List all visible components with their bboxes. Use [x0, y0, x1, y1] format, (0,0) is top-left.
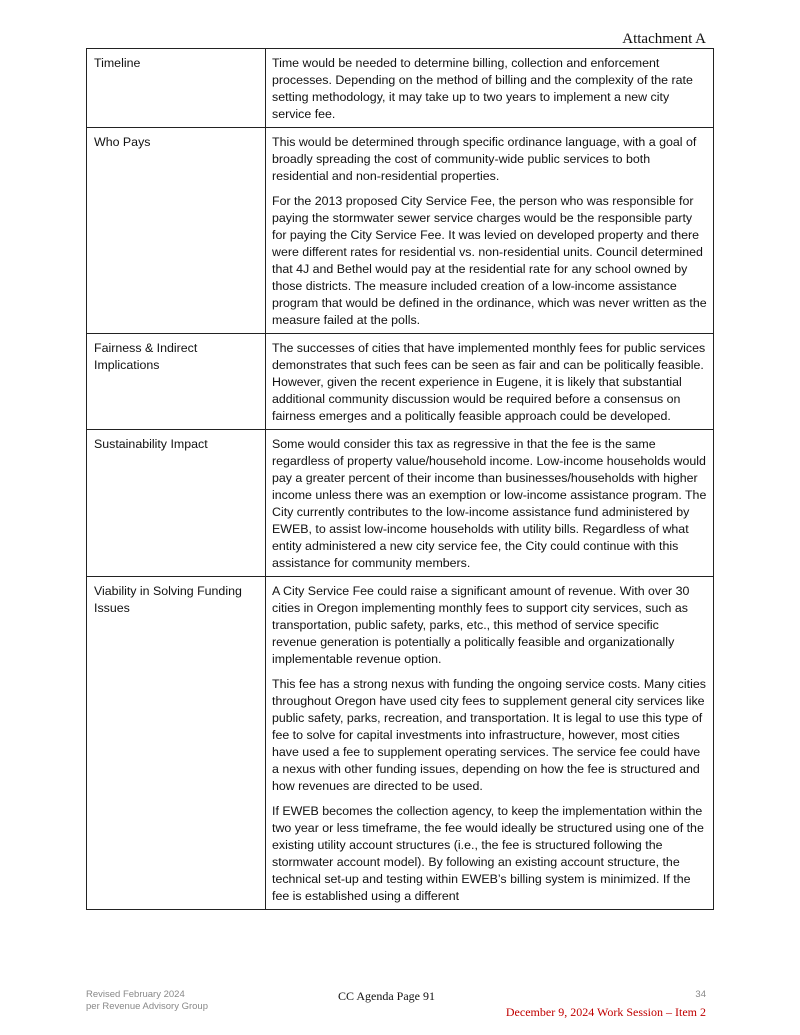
row-paragraph: This would be determined through specific ordinance language, with a goal of broadly spreading the cost of community-wide public services to both residential and non-residential properties. — [272, 135, 697, 183]
page-number: 34 — [695, 989, 706, 1000]
row-label: Sustainability Impact — [87, 430, 266, 577]
row-label: Viability in Solving Funding Issues — [87, 577, 266, 910]
table-row — [87, 577, 714, 910]
row-paragraph: A City Service Fee could raise a significant amount of revenue. With over 30 cities in Oregon implementing monthly fees to support city services, such as transportation, public safety, parks, etc., this method of service specific revenue generation is potentially a politically feasible and organizationally implementable revenue option. — [272, 584, 690, 666]
row-content — [266, 577, 714, 910]
row-paragraph: For the 2013 proposed City Service Fee, the person who was responsible for paying the stormwater sewer service charges would be the responsible party for paying the City Service Fee. It was levied on developed property and there were different rates for residential vs. non-residential units. Council determined that 4J and Bethel would pay at the residential rate for any school owned by those districts. The measure included creation of a low-income assistance program that would be defined in the ordinance, which was never written as the measure failed at the polls. — [272, 194, 707, 327]
revision-note — [86, 989, 208, 1013]
row-paragraph: This fee has a strong nexus with funding the ongoing service costs. Many cities throughout Oregon have used city fees to supplement general city services like public safety, parks, recreation, and transportation. It is legal to use this type of fee to solve for capital investments into infrastructure, however, most cities have used a fee to supplement operating services. The service fee could have a nexus with other funding issues, depending on how the fee is structured and how revenues are directed to be used. — [272, 677, 706, 793]
agenda-page: CC Agenda Page 91 — [338, 989, 435, 1003]
work-session-label: December 9, 2024 Work Session – Item 2 — [505, 1005, 706, 1019]
row-content — [266, 49, 714, 128]
row-content — [266, 128, 714, 334]
table-body — [87, 49, 714, 910]
table-row — [87, 430, 714, 577]
table-row — [87, 128, 714, 334]
row-label: Who Pays — [87, 128, 266, 334]
row-label: Timeline — [87, 49, 266, 128]
row-content — [266, 430, 714, 577]
table-row — [87, 49, 714, 128]
row-paragraph: Some would consider this tax as regressive in that the fee is the same regardless of property value/household income. Low-income households would pay a greater percent of their income than businesses/households with higher income unless there was an exemption or low-income assistance program. The City currently contributes to the low-income assistance fund administered by EWEB, to assist low-income households with utility bills. Regardless of what entity administered a new city service fee, the City could continue with this assistance for community members. — [272, 437, 707, 570]
revision-line-2: per Revenue Advisory Group — [86, 1001, 208, 1012]
row-label: Fairness & Indirect Implications — [87, 334, 266, 430]
table-row — [87, 334, 714, 430]
row-paragraph: Time would be needed to determine billing, collection and enforcement processes. Depending on the method of billing and the complexity of the rate setting methodology, it may take up to two years to implement a new city service fee. — [272, 56, 693, 121]
row-content — [266, 334, 714, 430]
attachment-label: Attachment A — [622, 31, 706, 47]
row-paragraph: If EWEB becomes the collection agency, to keep the implementation within the two year or less timeframe, the fee would ideally be structured using one of the existing utility account structures (i.e., the fee is structured following the stormwater account model). By following an existing account structure, the technical set-up and testing within EWEB’s billing system is minimized. If the fee is established using a different — [272, 804, 704, 903]
row-paragraph: The successes of cities that have implemented monthly fees for public services demonstrates that such fees can be seen as fair and can be politically feasible. However, given the recent experience in Eugene, it is likely that substantial additional community discussion would be required before a consensus on fairness emerges and a politically feasible approach could be developed. — [272, 341, 706, 423]
attachment-table — [86, 48, 714, 910]
revision-line-1: Revised February 2024 — [86, 989, 185, 1000]
